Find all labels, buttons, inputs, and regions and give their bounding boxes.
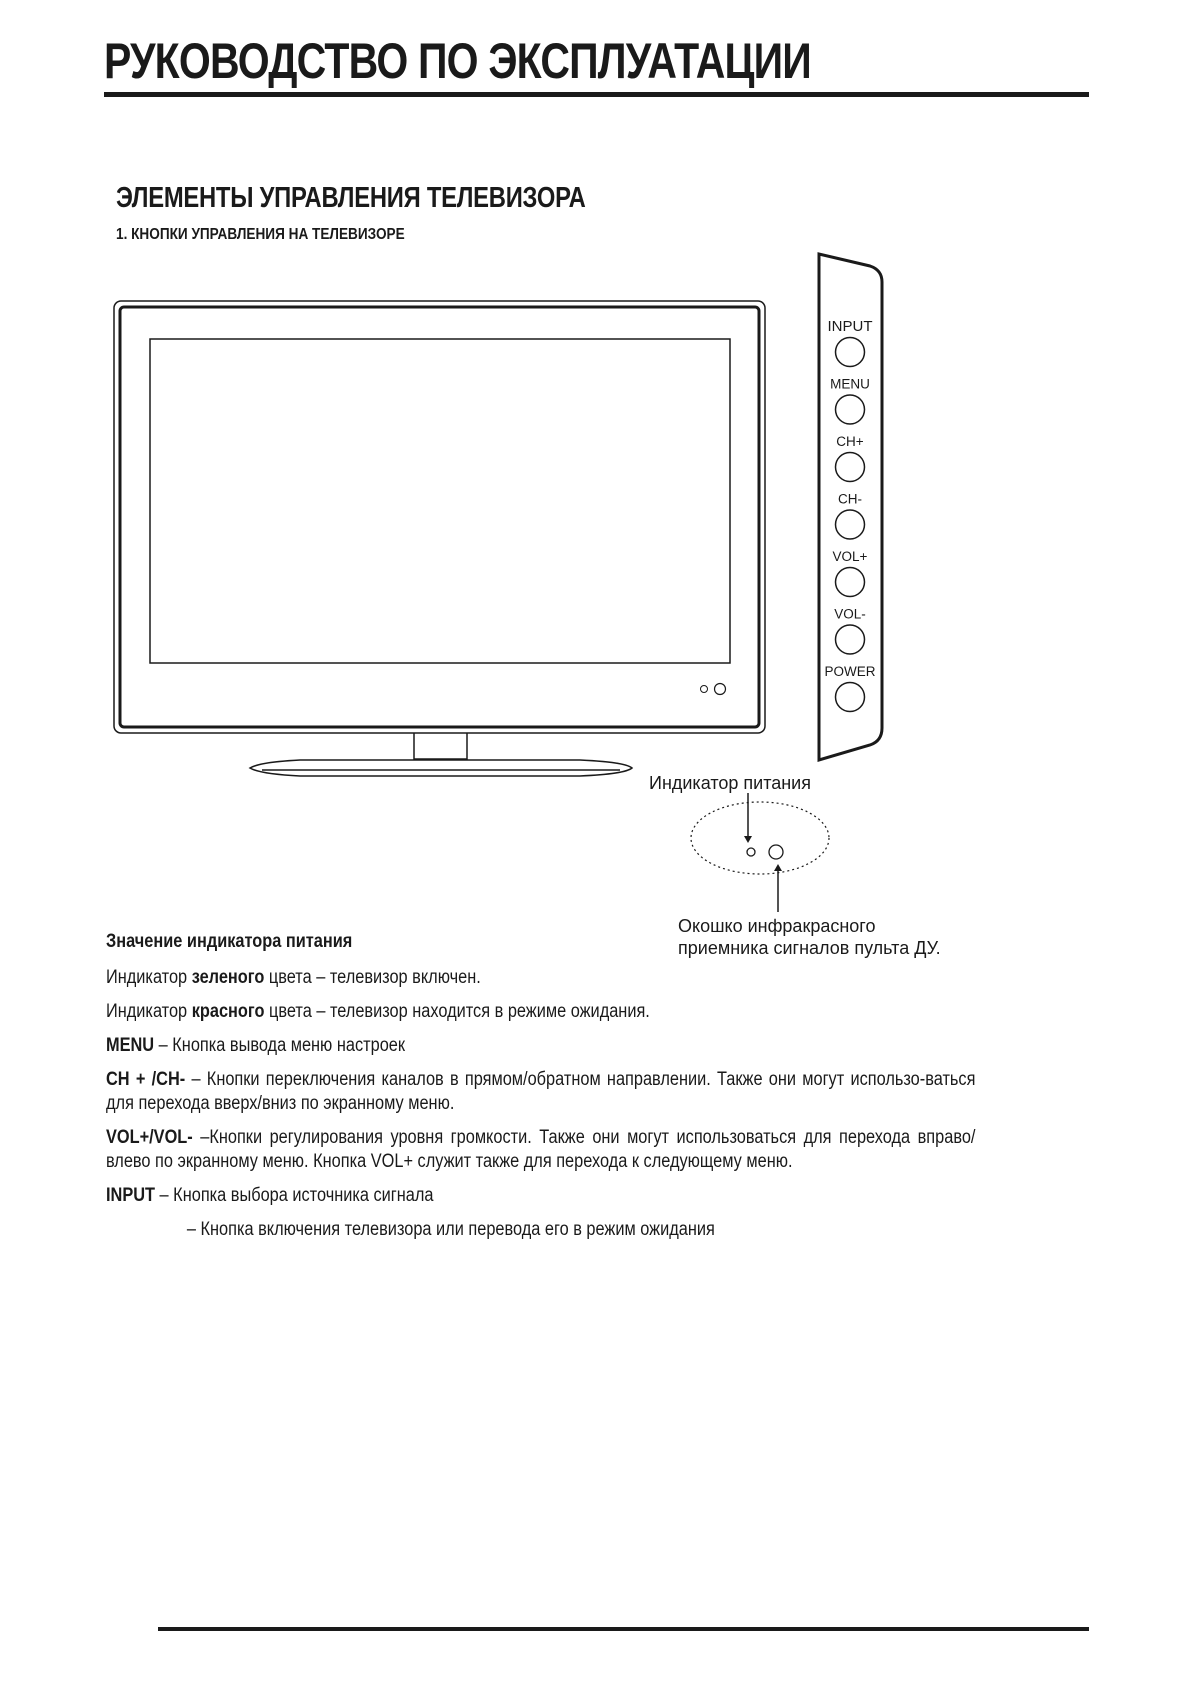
description-block (106, 930, 976, 1252)
footer-rule (158, 1627, 1089, 1631)
indicator-zoom (691, 793, 829, 912)
indicator-red (106, 1000, 880, 1024)
zoom-ellipse (691, 802, 829, 874)
panel-button-ch-plus[interactable] (836, 453, 865, 482)
panel-button-ch-minus[interactable] (836, 510, 865, 539)
indicator-green (106, 966, 880, 990)
power-text: – Кнопка включения телевизора или перевода его в режим ожидания (186, 1219, 715, 1240)
indicator-green-suffix: цвета – телевизор включен. (264, 967, 481, 988)
power-indicator-arrowhead (744, 836, 752, 843)
panel-button-input[interactable] (836, 338, 865, 367)
ch-description (106, 1068, 975, 1116)
panel-label-menu: MENU (830, 376, 870, 392)
indicator-red-suffix: цвета – телевизор находится в режиме ожидания. (264, 1001, 650, 1022)
vol-text: –Кнопки регулирования уровня громкости. Также они могут использоваться для перехода вправо/влево по экранному меню. Кнопка VOL+ служит также для перехода к следующему меню. (106, 1127, 976, 1172)
indicator-red-prefix: Индикатор (106, 1001, 192, 1022)
tv-outer-frame (114, 301, 765, 733)
panel-label-vol-minus: VOL- (834, 606, 866, 622)
vol-key: VOL+/VOL- (106, 1127, 193, 1148)
tv-screen (150, 339, 730, 663)
indicator-red-word: красного (191, 1001, 265, 1022)
page-title: РУКОВОДСТВО ПО ЭКСПЛУАТАЦИИ (104, 33, 811, 89)
indicator-green-word: зеленого (191, 967, 265, 988)
panel-button-power[interactable] (836, 683, 865, 712)
side-panel-buttons (824, 318, 875, 712)
tv-power-led (701, 686, 708, 693)
subsection-title: 1. КНОПКИ УПРАВЛЕНИЯ НА ТЕЛЕВИЗОРЕ (116, 226, 405, 243)
tv-ir-window (715, 684, 726, 695)
menu-description (106, 1034, 880, 1058)
ir-window-label-line2: приемника сигналов пульта ДУ. (678, 938, 941, 958)
zoom-power-led (747, 848, 755, 856)
panel-label-ch-minus: CH- (838, 491, 862, 507)
input-description (106, 1184, 880, 1208)
panel-button-menu[interactable] (836, 395, 865, 424)
power-description (106, 1218, 880, 1242)
input-text: – Кнопка выбора источника сигнала (155, 1185, 434, 1206)
panel-button-vol-plus[interactable] (836, 568, 865, 597)
menu-key: MENU (106, 1035, 155, 1056)
indicator-heading: Значение индикатора питания (106, 931, 353, 952)
tv-bezel (120, 307, 759, 727)
menu-text: – Кнопка вывода меню настроек (154, 1035, 406, 1056)
zoom-ir-window (769, 845, 783, 859)
power-indicator-label: Индикатор питания (649, 773, 811, 793)
stand-neck (414, 733, 467, 759)
ir-window-label-line1: Окошко инфракрасного (678, 916, 876, 936)
section-title: ЭЛЕМЕНТЫ УПРАВЛЕНИЯ ТЕЛЕВИЗОРА (116, 182, 586, 214)
panel-label-input: INPUT (827, 318, 873, 335)
ir-window-arrowhead (774, 864, 782, 871)
ch-text: – Кнопки переключения каналов в прямом/обратном направлении. Также они могут использо-ваться для перехода вверх/вниз по экранному меню. (106, 1069, 976, 1114)
indicator-green-prefix: Индикатор (106, 967, 192, 988)
input-key: INPUT (106, 1185, 156, 1206)
side-panel (819, 254, 882, 760)
panel-label-power: POWER (824, 664, 876, 679)
tv-stand (250, 733, 632, 776)
vol-description (106, 1126, 975, 1174)
panel-button-vol-minus[interactable] (836, 625, 865, 654)
panel-label-vol-plus: VOL+ (832, 549, 868, 564)
ch-key: CH + /CH- (106, 1069, 186, 1090)
tv-front (114, 301, 765, 733)
stand-base (250, 760, 632, 776)
panel-label-ch-plus: CH+ (836, 434, 864, 449)
